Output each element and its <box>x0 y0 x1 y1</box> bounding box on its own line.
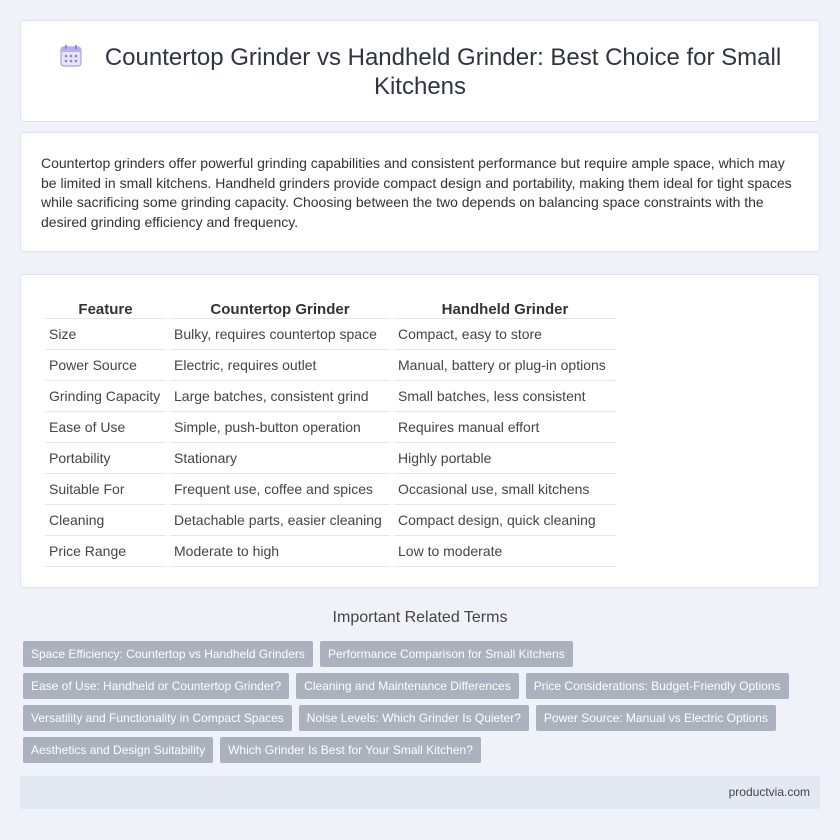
table-cell: Ease of Use <box>45 412 166 443</box>
table-cell: Moderate to high <box>170 536 390 567</box>
comparison-table <box>41 295 620 567</box>
footer <box>20 776 820 809</box>
related-term-tag[interactable]: Versatility and Functionality in Compact Spaces <box>23 705 292 731</box>
table-cell: Electric, requires outlet <box>170 350 390 381</box>
summary-text: Countertop grinders offer powerful grinding capabilities and consistent performance but require ample space, which may be limited in small kitchens. Handheld grinders provide compact design and portability, making them ideal for tight spaces while sacrificing some grinding capacity. Choosing between the two depends on balancing space constraints with the desired grinding efficiency and frequency. <box>41 155 792 230</box>
table-row <box>45 319 616 350</box>
table-cell: Simple, push-button operation <box>170 412 390 443</box>
comparison-table-card <box>20 274 820 588</box>
page-title-wrap <box>21 43 819 101</box>
table-cell: Manual, battery or plug-in options <box>394 350 616 381</box>
table-cell: Large batches, consistent grind <box>170 381 390 412</box>
tag-row <box>23 641 813 667</box>
table-header-feature: Feature <box>45 295 166 319</box>
related-term-tag[interactable]: Price Considerations: Budget-Friendly Options <box>526 673 789 699</box>
table-row <box>45 536 616 567</box>
table-cell: Small batches, less consistent <box>394 381 616 412</box>
table-row <box>45 412 616 443</box>
table-row <box>45 505 616 536</box>
related-term-tag[interactable]: Noise Levels: Which Grinder Is Quieter? <box>299 705 529 731</box>
table-cell: Highly portable <box>394 443 616 474</box>
table-cell: Cleaning <box>45 505 166 536</box>
related-term-tag[interactable]: Power Source: Manual vs Electric Options <box>536 705 776 731</box>
table-header-countertop: Countertop Grinder <box>170 295 390 319</box>
related-term-tag[interactable]: Ease of Use: Handheld or Countertop Grinder? <box>23 673 289 699</box>
page-title: Countertop Grinder vs Handheld Grinder: Best Choice for Small Kitchens <box>104 44 782 100</box>
header-card <box>20 20 820 122</box>
table-header-row <box>45 295 616 319</box>
table-cell: Frequent use, coffee and spices <box>170 474 390 505</box>
summary-card <box>20 132 820 252</box>
related-term-tag[interactable]: Which Grinder Is Best for Your Small Kitchen? <box>220 737 481 763</box>
table-row <box>45 350 616 381</box>
related-term-tag[interactable]: Cleaning and Maintenance Differences <box>296 673 519 699</box>
table-cell: Price Range <box>45 536 166 567</box>
related-term-tag[interactable]: Aesthetics and Design Suitability <box>23 737 213 763</box>
table-cell: Detachable parts, easier cleaning <box>170 505 390 536</box>
table-cell: Portability <box>45 443 166 474</box>
calendar-grid-icon <box>59 44 83 68</box>
table-row <box>45 474 616 505</box>
table-cell: Requires manual effort <box>394 412 616 443</box>
table-cell: Bulky, requires countertop space <box>170 319 390 350</box>
table-cell: Suitable For <box>45 474 166 505</box>
table-cell: Compact design, quick cleaning <box>394 505 616 536</box>
related-term-tag[interactable]: Space Efficiency: Countertop vs Handheld Grinders <box>23 641 313 667</box>
tag-row <box>23 737 813 763</box>
related-terms-list <box>23 641 813 769</box>
tag-row <box>23 673 813 699</box>
table-cell: Size <box>45 319 166 350</box>
table-cell: Compact, easy to store <box>394 319 616 350</box>
table-row <box>45 381 616 412</box>
footer-site-link[interactable]: productvia.com <box>728 785 810 799</box>
table-cell: Low to moderate <box>394 536 616 567</box>
table-cell: Grinding Capacity <box>45 381 166 412</box>
table-row <box>45 443 616 474</box>
related-term-tag[interactable]: Performance Comparison for Small Kitchens <box>320 641 573 667</box>
table-header-handheld: Handheld Grinder <box>394 295 616 319</box>
table-cell: Power Source <box>45 350 166 381</box>
tag-row <box>23 705 813 731</box>
related-terms-title: Important Related Terms <box>332 609 508 626</box>
table-cell: Stationary <box>170 443 390 474</box>
table-cell: Occasional use, small kitchens <box>394 474 616 505</box>
